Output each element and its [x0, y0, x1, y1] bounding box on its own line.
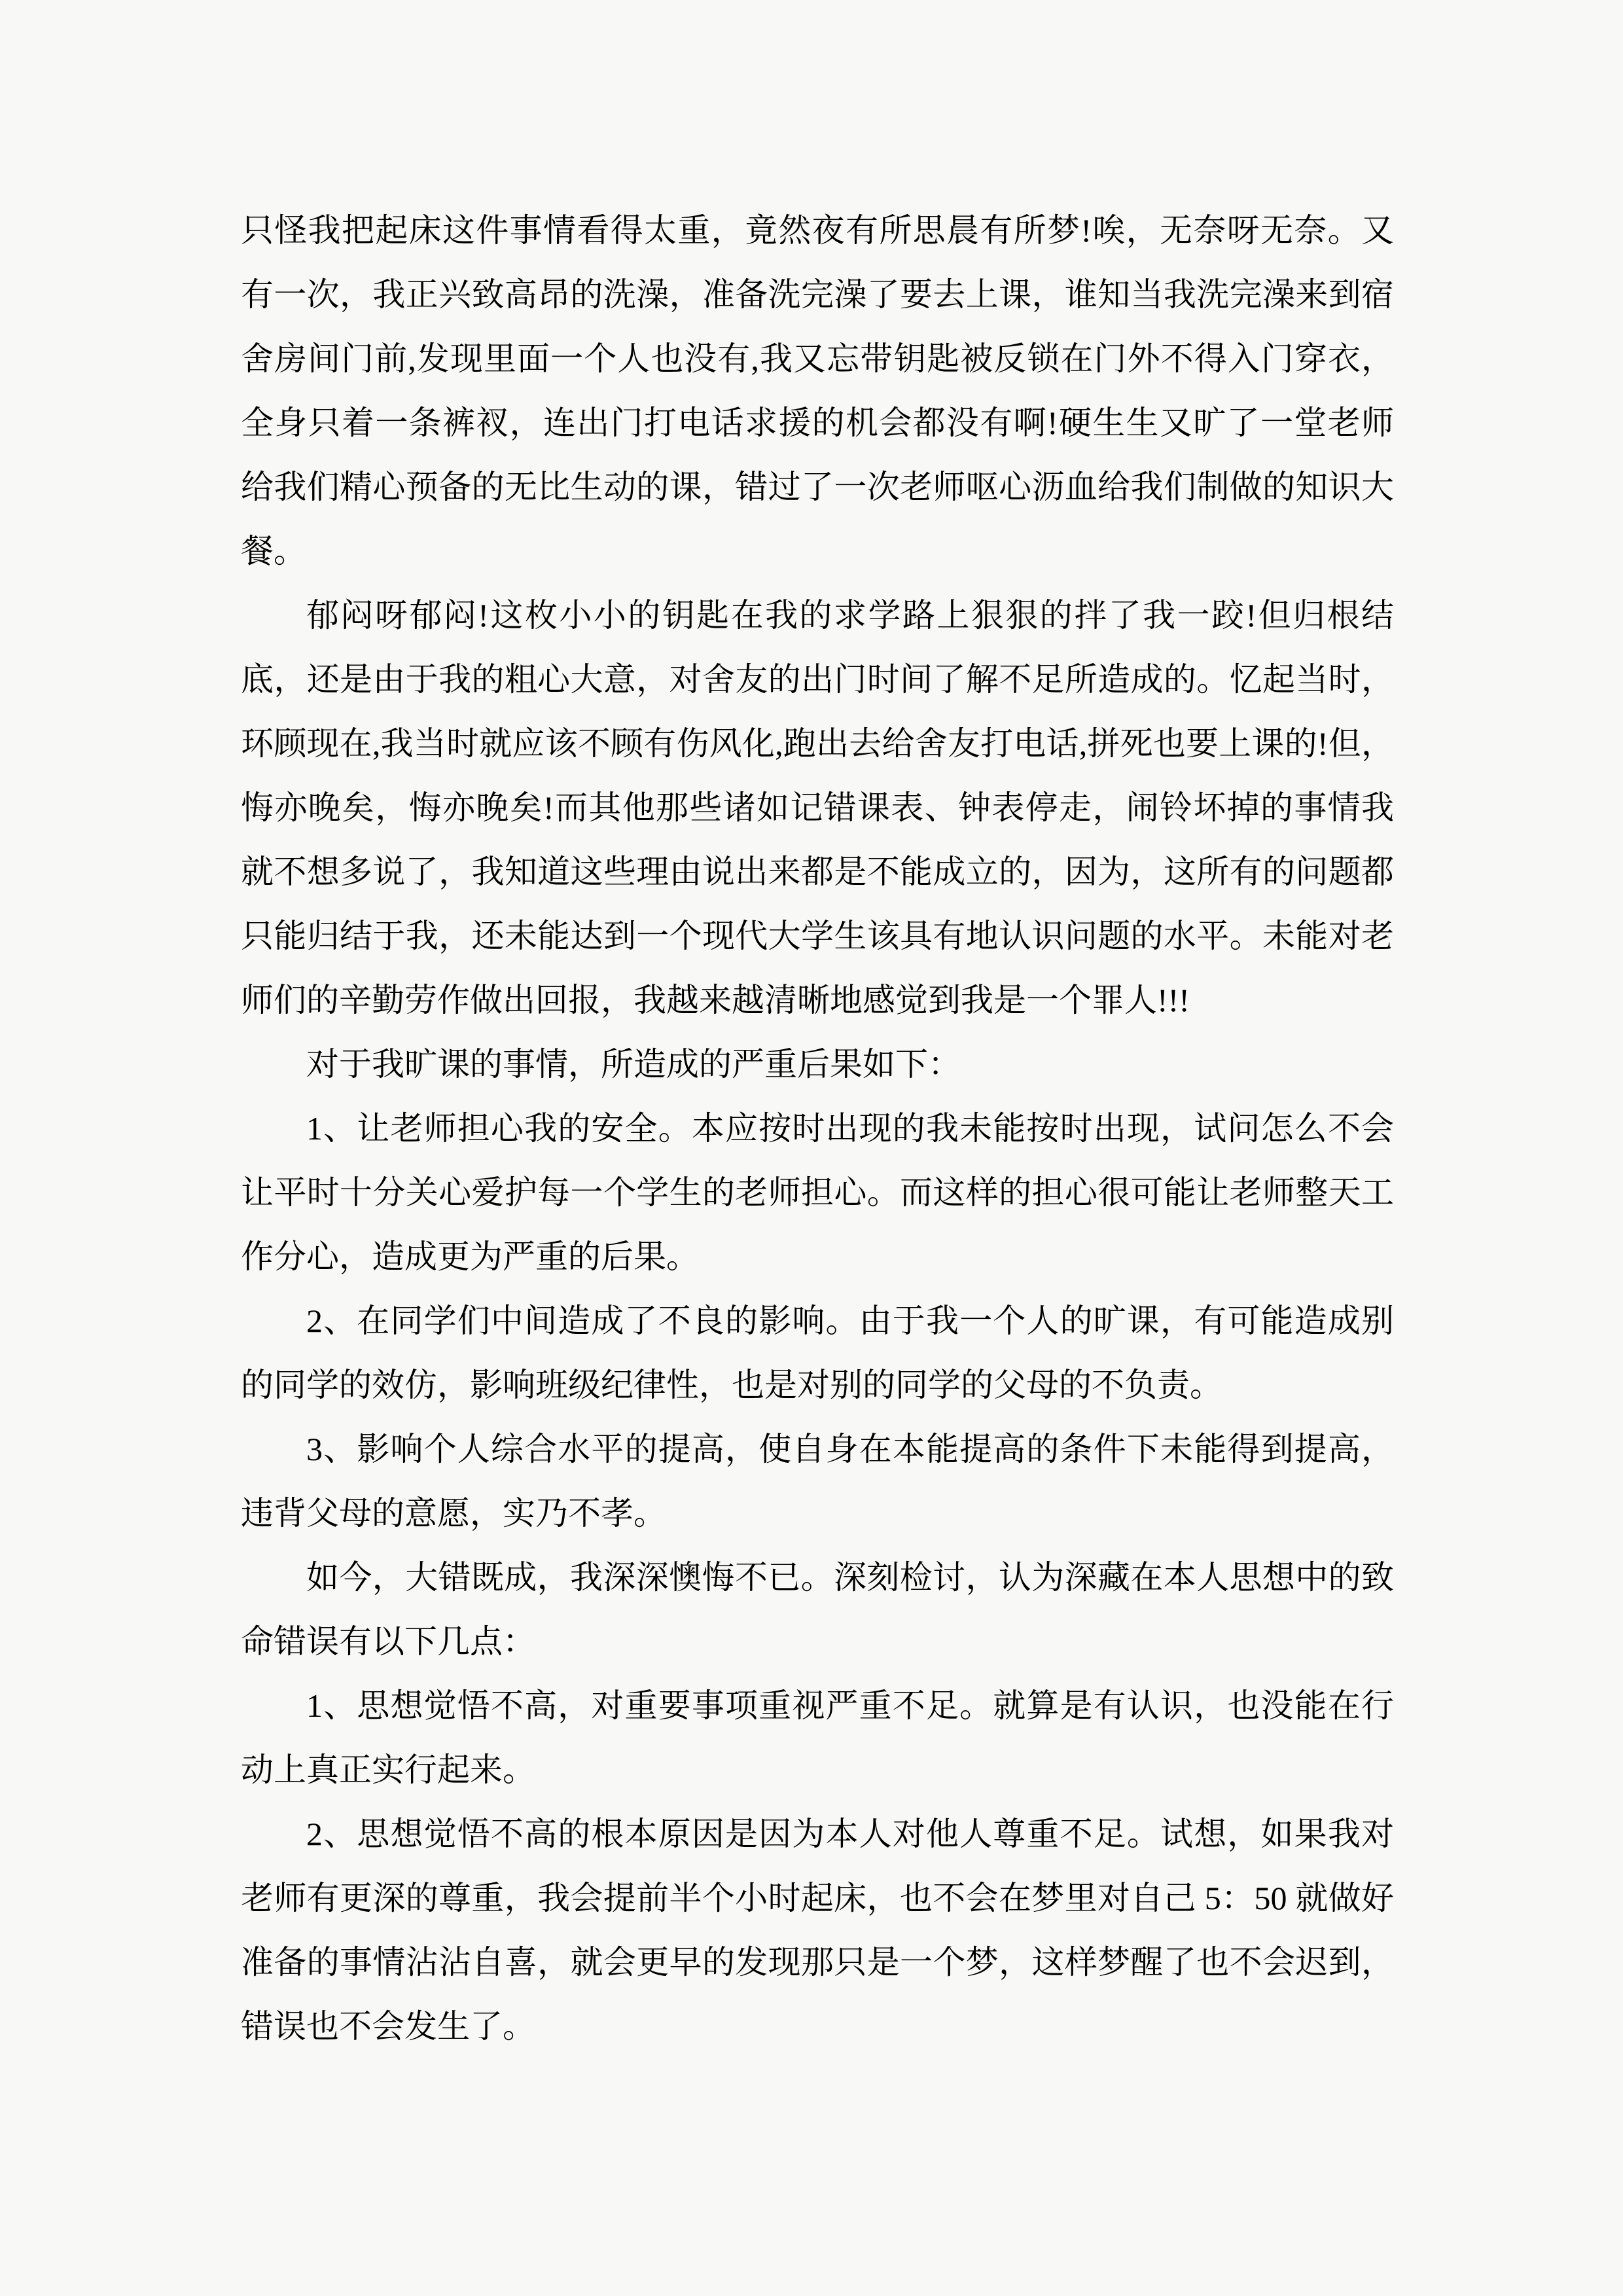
paragraph: 2、在同学们中间造成了不良的影响。由于我一个人的旷课，有可能造成别的同学的效仿，影响班级纪律性，也是对别的同学的父母的不负责。 — [241, 1302, 1394, 1403]
paragraph: 只怪我把起床这件事情看得太重，竟然夜有所思晨有所梦!唉，无奈呀无奈。又有一次，我正兴致高昂的洗澡，准备洗完澡了要去上课，谁知当我洗完澡来到宿舍房间门前,发现里面一个人也没有,我又忘带钥匙被反锁在门外不得入门穿衣，全身只着一条裤衩，连出门打电话求援的机会都没有啊!硬生生又旷了一堂老师给我们精心预备的无比生动的课，错过了一次老师呕心沥血给我们制做的知识大餐。 — [241, 212, 1394, 569]
paragraph: 郁闷呀郁闷!这枚小小的钥匙在我的求学路上狠狠的拌了我一跤!但归根结底，还是由于我的粗心大意，对舍友的出门时间了解不足所造成的。忆起当时，环顾现在,我当时就应该不顾有伤风化,跑出去给舍友打电话,拼死也要上课的!但，悔亦晚矣，悔亦晚矣!而其他那些诸如记错课表、钟表停走，闹铃坏掉的事情我就不想多说了，我知道这些理由说出来都是不能成立的，因为，这所有的问题都只能归结于我，还未能达到一个现代大学生该具有地认识问题的水平。未能对老师们的辛勤劳作做出回报，我越来越清晰地感觉到我是一个罪人!!! — [241, 597, 1394, 1018]
paragraph: 2、思想觉悟不高的根本原因是因为本人对他人尊重不足。试想，如果我对老师有更深的尊重，我会提前半个小时起床，也不会在梦里对自己 5：50 就做好准备的事情沾沾自喜，就会更早的发现那只是一个梦，这样梦醒了也不会迟到，错误也不会发生了。 — [241, 1816, 1394, 2045]
document-body — [241, 198, 1394, 2058]
paragraph: 3、影响个人综合水平的提高，使自身在本能提高的条件下未能得到提高，违背父母的意愿，实乃不孝。 — [241, 1431, 1394, 1532]
paragraph: 1、让老师担心我的安全。本应按时出现的我未能按时出现，试问怎么不会让平时十分关心爱护每一个学生的老师担心。而这样的担心很可能让老师整天工作分心，造成更为严重的后果。 — [241, 1110, 1394, 1275]
paragraph: 如今，大错既成，我深深懊悔不已。深刻检讨，认为深藏在本人思想中的致命错误有以下几点： — [241, 1559, 1394, 1660]
paragraph: 1、思想觉悟不高，对重要事项重视严重不足。就算是有认识，也没能在行动上真正实行起来。 — [241, 1687, 1394, 1788]
paragraph: 对于我旷课的事情，所造成的严重后果如下： — [306, 1046, 961, 1083]
